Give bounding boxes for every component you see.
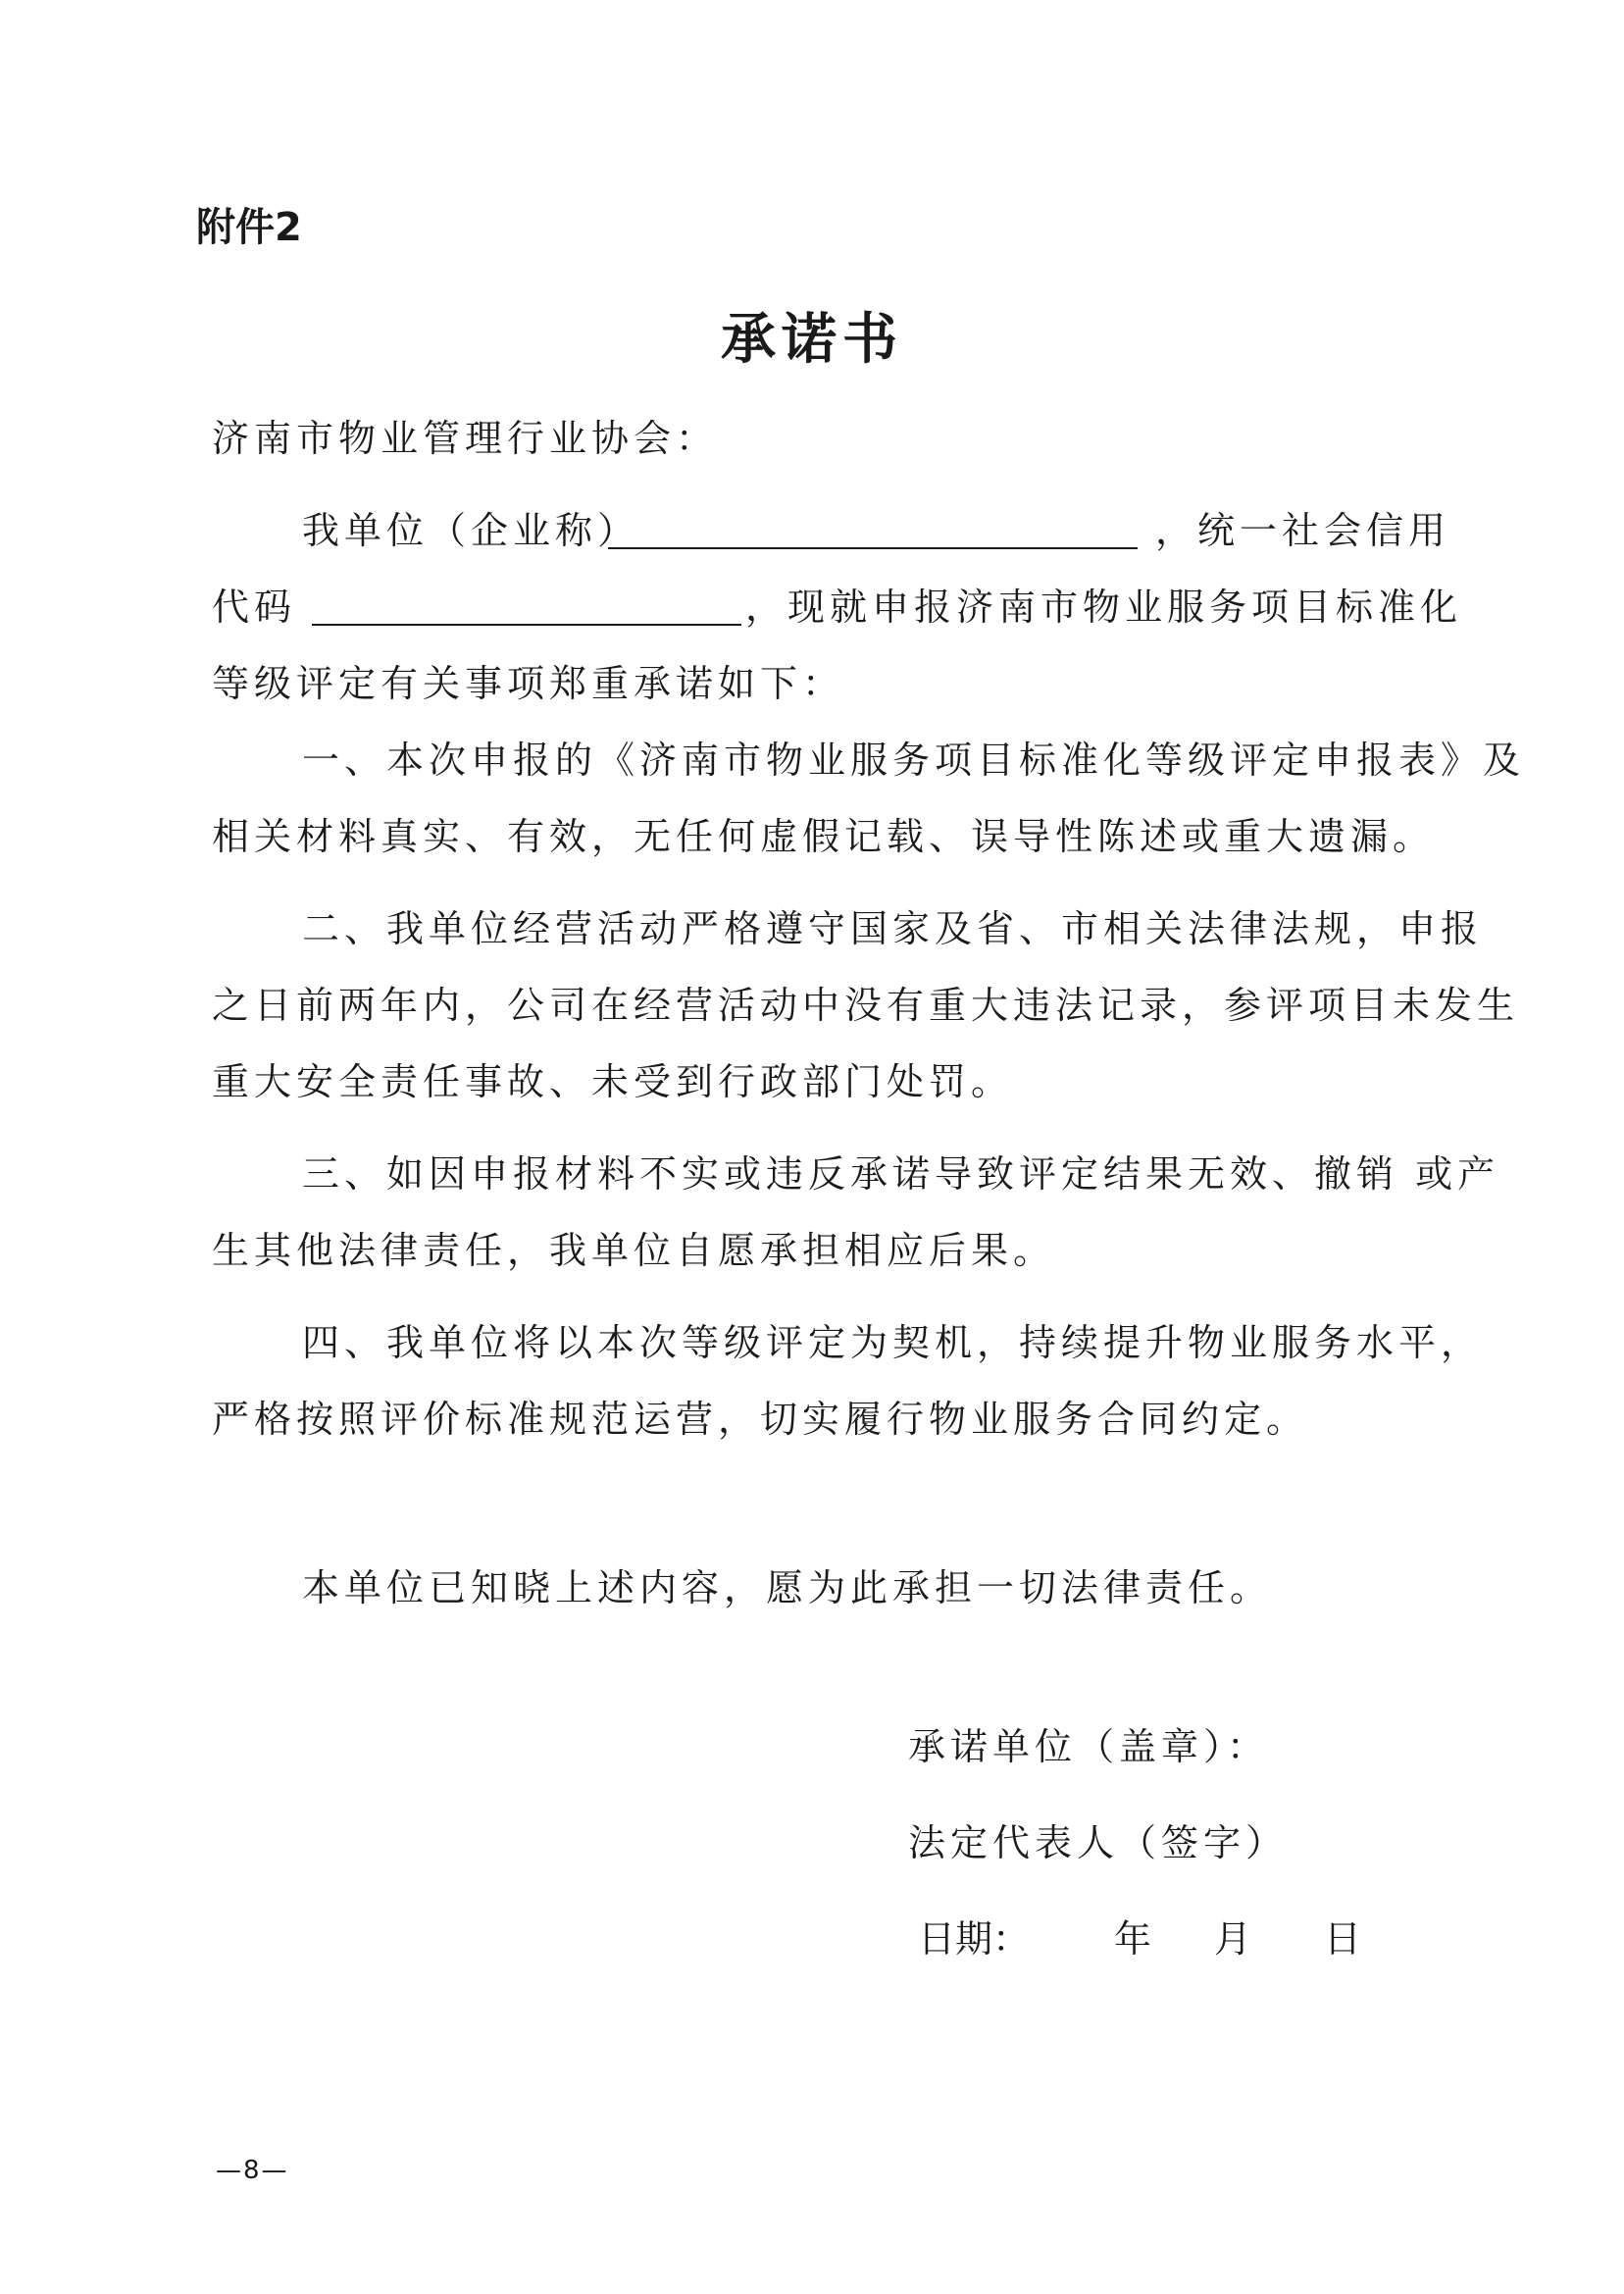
date-year: 年 [1114,1917,1152,1961]
signature-rep-label: 法定代表人（签字） [908,1821,1289,1864]
company-name-field[interactable] [608,514,1138,555]
clause-3-line-2: 生其他法律责任，我单位自愿承担相应后果。 [212,1229,1056,1272]
date-label: 日期： [918,1917,1031,1961]
attachment-label: 附件2 [196,205,302,250]
page-number: —8— [216,2156,289,2185]
intro-code-label: 代码 [212,586,297,629]
clause-1-line-2: 相关材料真实、有效，无任何虚假记载、误导性陈述或重大遗漏。 [212,815,1436,858]
intro-line-3: 等级评定有关事项郑重承诺如下： [212,662,845,705]
date-day: 日 [1324,1917,1362,1961]
signature-unit-label: 承诺单位（盖章）： [908,1725,1270,1768]
intro-unit-label: 我单位（企业称） [302,509,640,552]
clause-2-line-2: 之日前两年内，公司在经营活动中没有重大违法记录，参评项目未发生 [212,984,1520,1027]
clause-4-line-2: 严格按照评价标准规范运营，切实履行物业服务合同约定。 [212,1398,1309,1441]
acknowledgement: 本单位已知晓上述内容，愿为此承担一切法律责任。 [302,1566,1273,1609]
date-month: 月 [1214,1917,1252,1961]
document-title: 承诺书 [721,307,903,372]
clause-4-line-1: 四、我单位将以本次等级评定为契机，持续提升物业服务水平， [302,1321,1484,1364]
clause-3-line-1: 三、如因申报材料不实或违反承诺导致评定结果无效、撤销 或产 [302,1152,1500,1196]
intro-declare-text: ，现就申报济南市物业服务项目标准化 [745,586,1463,629]
clause-1-line-1: 一、本次申报的《济南市物业服务项目标准化等级评定申报表》及 [302,739,1526,782]
clause-2-line-3: 重大安全责任事故、未受到行政部门处罚。 [212,1060,1014,1103]
clause-2-line-1: 二、我单位经营活动严格遵守国家及省、市相关法律法规，申报 [302,907,1484,950]
intro-credit-label: ，统一社会信用 [1155,509,1451,552]
addressee: 济南市物业管理行业协会： [212,417,719,460]
credit-code-field[interactable] [312,590,741,632]
